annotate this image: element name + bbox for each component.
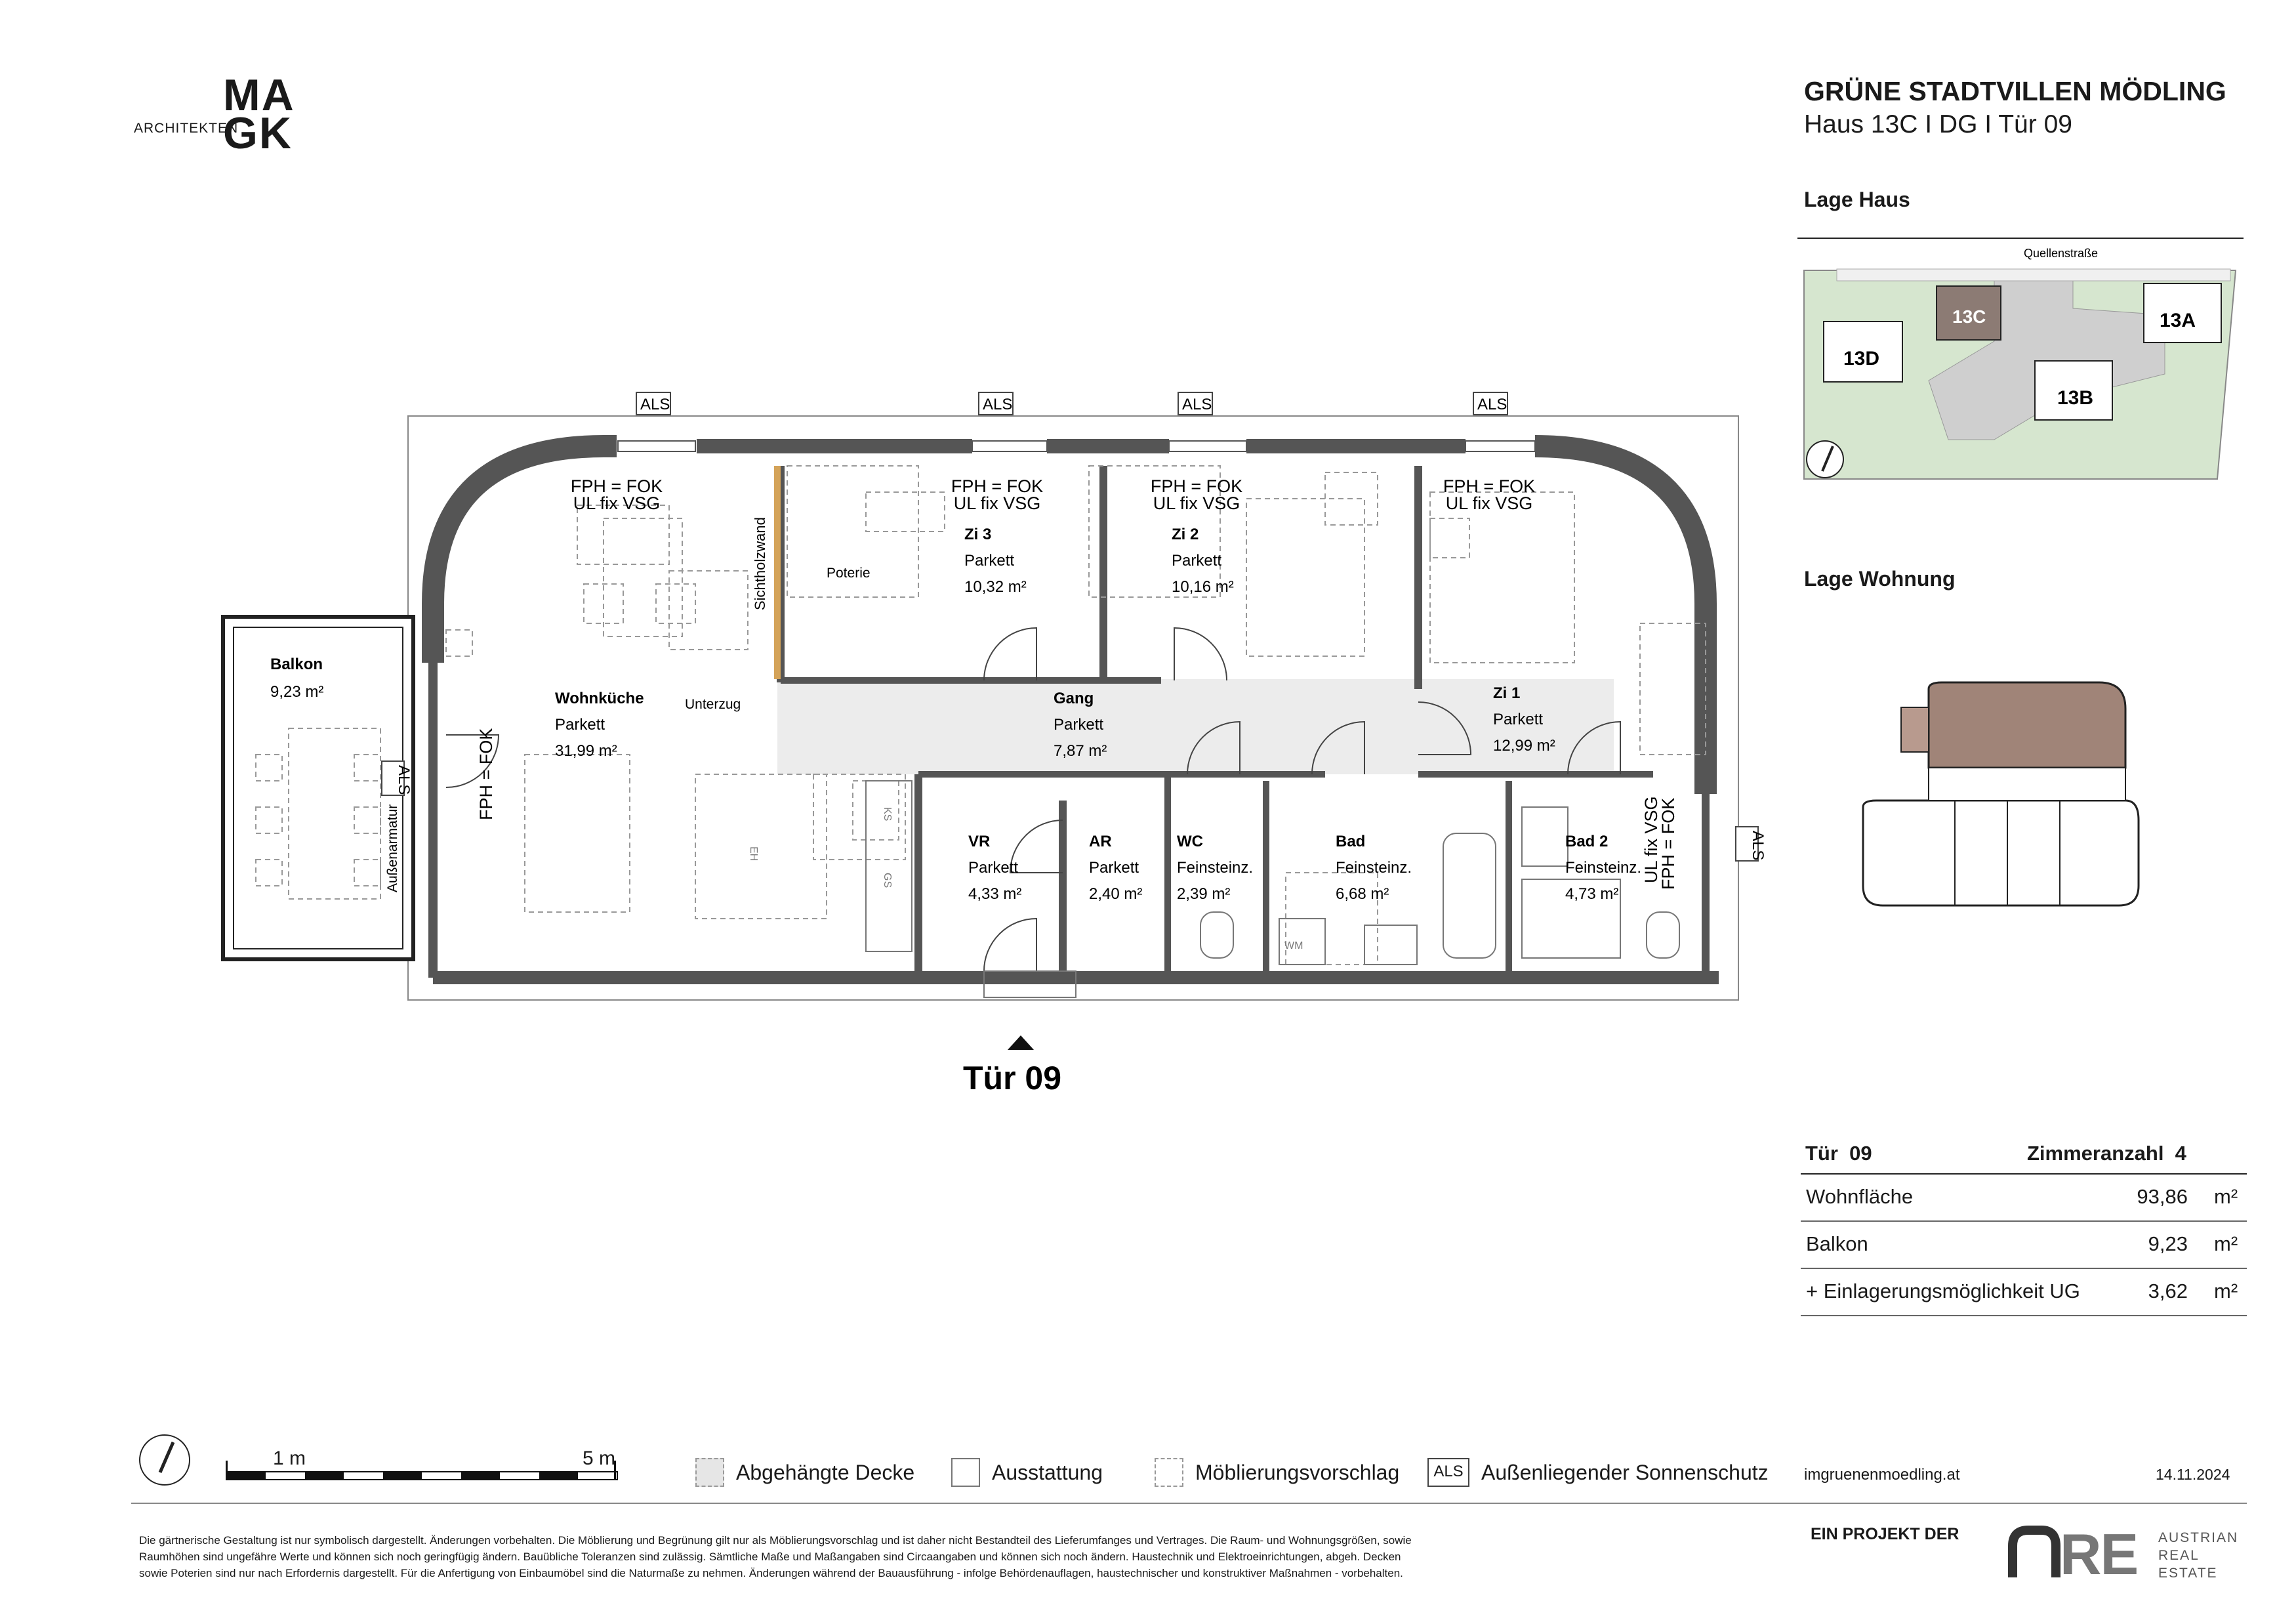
floor-plan (210, 387, 1765, 1109)
room-bad2-floor: Feinsteinz. (1565, 859, 1642, 877)
room-ar-area: 2,40 m² (1089, 885, 1143, 903)
summary-row-value: 9,23 (2148, 1232, 2188, 1255)
room-vr-area: 4,33 m² (968, 885, 1022, 903)
room-wohnkueche-area: 31,99 m² (555, 742, 617, 760)
room-bad-area: 6,68 m² (1336, 885, 1389, 903)
room-ar-name: AR (1089, 833, 1112, 850)
building-core (1929, 768, 2125, 801)
are-name (2158, 1529, 2238, 1582)
room-bad-floor: Feinsteinz. (1336, 859, 1412, 877)
room-wohnkueche-name: Wohnküche (555, 690, 644, 707)
summary-row (1801, 1222, 2247, 1269)
scale-bar-line (226, 1471, 618, 1480)
project-title: GRÜNE STADTVILLEN MÖDLING (1804, 76, 2226, 106)
door-zi2 (1174, 628, 1227, 680)
logo-ma: MA (223, 70, 295, 120)
disclaimer-line: Die gärtnerische Gestaltung ist nur symbolisch dargestellt. Änderungen vorbehalten. Die Möblierung und Begrünung gilt nur als Möblierungsvorschlag und ist daher nicht Bestandteil des Lieferumfanges und Vertrages. Die Raum- und Wohnungsgrößen, sowie (139, 1534, 1412, 1547)
house-13d-label: 13D (1843, 348, 1880, 369)
summary-row-value: 93,86 (2137, 1185, 2188, 1208)
bad2-toilet (1647, 912, 1679, 958)
als-markers (382, 392, 1767, 861)
room-wc-floor: Feinsteinz. (1177, 859, 1254, 877)
project-by-label: EIN PROJEKT DER (1811, 1525, 1959, 1543)
als-marker: ALS (983, 396, 1013, 413)
bad2-tub (1522, 807, 1568, 866)
site-compass (1807, 441, 1843, 478)
sichtholzwand-label: Sichtholzwand (752, 517, 768, 610)
site-divider (1797, 238, 2244, 239)
legend-label: Abgehängte Decke (736, 1460, 915, 1484)
eh-label: EH (748, 846, 759, 862)
site-road (1837, 269, 2230, 281)
scale-5m-label: 5 m (583, 1447, 616, 1469)
window-annotations (571, 476, 1535, 513)
room-zi3-name: Zi 3 (964, 526, 992, 543)
site-section-label: Lage Haus (1804, 188, 1910, 211)
room-bad2-name: Bad 2 (1565, 833, 1609, 850)
summary-row-value: 3,62 (2148, 1280, 2188, 1302)
room-zi2-floor: Parkett (1172, 552, 1222, 570)
scale-tick (226, 1461, 228, 1480)
summary-row-label: + Einlagerungsmöglichkeit UG (1806, 1280, 2080, 1302)
window-note-1: FPH = FOK (951, 476, 1044, 496)
legend-suspended-ceiling (695, 1458, 914, 1487)
legend-sunshade (1427, 1458, 1769, 1487)
house-13b-label: 13B (2057, 387, 2094, 409)
room-vr-floor: Parkett (968, 859, 1019, 877)
entrance-door-label: Tür 09 (963, 1060, 1062, 1096)
room-balkon-area: 9,23 m² (270, 683, 324, 701)
als-marker: ALS (640, 396, 670, 413)
room-gang-area: 7,87 m² (1054, 742, 1107, 760)
legend-label: Außenliegender Sonnenschutz (1481, 1460, 1769, 1484)
disclaimer-line: sowie Poterien sind nur nach Erfordernis dargestellt. Für die Anfertigung von Einbaumöbel sind die Naturmaße zu nehmen. Änderungen während der Bauausführung - infolge Behördenauflagen, haustechnischer und konstruktiver Maßnahmen - vorbehalten. (139, 1567, 1403, 1579)
room-zi2-name: Zi 2 (1172, 526, 1199, 543)
room-wohnkueche-floor: Parkett (555, 716, 605, 734)
room-wc-name: WC (1177, 833, 1203, 850)
summary-row-label: Balkon (1806, 1232, 1868, 1255)
summary-row-label: Wohnfläche (1806, 1185, 1914, 1208)
unterzug-label: Unterzug (685, 697, 741, 712)
are-name-line: ESTATE (2158, 1566, 2218, 1581)
wm-label: WM (1284, 940, 1303, 951)
plan-date: 14.11.2024 (2156, 1466, 2230, 1483)
disclaimer-line: Raumhöhen sind ungefähre Werte und können sich noch geringfügig ändern. Bauübliche Toleranzen sind zulässig. Sämtliche Maße und Maßangaben sind Circaangaben und können sich noch ändern. Haustechnik und Elektroeinrichtungen, abgeh. Decken (139, 1551, 1401, 1563)
summary-row (1801, 1269, 2247, 1316)
room-ar-floor: Parkett (1089, 859, 1139, 877)
room-zi1-name: Zi 1 (1493, 684, 1521, 702)
suspended-ceiling-area (777, 679, 1614, 774)
apartment-location-plan (1850, 676, 2145, 925)
summary-rooms-label: Zimmeranzahl 4 (2027, 1142, 2186, 1165)
house-13c-label: 13C (1952, 306, 1986, 327)
room-gang-floor: Parkett (1054, 716, 1104, 734)
are-name-line: REAL (2158, 1548, 2200, 1563)
room-bad2-area: 4,73 m² (1565, 885, 1619, 903)
als-marker: ALS (1749, 831, 1767, 861)
summary-row (1801, 1175, 2247, 1222)
street-label: Quellenstraße (2024, 247, 2099, 260)
are-logo-icon (2007, 1526, 2060, 1579)
door-entrance (984, 919, 1036, 971)
wc-toilet (1200, 912, 1233, 958)
architect-logo (131, 70, 328, 159)
bathtub (1443, 833, 1496, 958)
window-zi3 (972, 441, 1047, 451)
apartment-location-label: Lage Wohnung (1804, 567, 1956, 591)
window-wohnkueche (618, 441, 695, 451)
window-note-1: FPH = FOK (570, 476, 663, 496)
north-compass (135, 1430, 194, 1489)
room-zi1-floor: Parkett (1493, 711, 1544, 728)
summary-row-unit: m² (2214, 1185, 2238, 1208)
room-balkon-name: Balkon (270, 656, 323, 673)
logo-small-text: ARCHITEKTEN (134, 121, 239, 136)
als-marker: ALS (395, 765, 413, 795)
house-13a-label: 13A (2160, 310, 2196, 331)
room-vr-name: VR (968, 833, 991, 850)
legend-label: Möblierungsvorschlag (1195, 1460, 1400, 1484)
legend-fixtures-swatch (951, 1458, 980, 1487)
door-zi3 (984, 628, 1036, 680)
room-zi3-area: 10,32 m² (964, 578, 1027, 596)
entrance-arrow-icon (1008, 1035, 1034, 1050)
summary-row-unit: m² (2214, 1232, 2238, 1255)
room-zi3-floor: Parkett (964, 552, 1015, 570)
als-marker: ALS (1477, 396, 1507, 413)
website: imgruenenmoedling.at (1804, 1466, 1960, 1484)
fph-fok-zi1: FPH = FOK (1658, 797, 1678, 890)
site-plan (1797, 243, 2244, 486)
als-marker: ALS (1182, 396, 1212, 413)
apartment-balcony (1901, 707, 1929, 752)
disclaimer (139, 1532, 1753, 1581)
window-note-2: UL fix VSG (1445, 493, 1533, 513)
window-zi1 (1466, 441, 1535, 451)
apartment-highlight (1929, 682, 2125, 768)
scale-1m-label: 1 m (273, 1447, 306, 1469)
room-zi1-area: 12,99 m² (1493, 737, 1555, 755)
legend-fixtures (951, 1458, 1103, 1487)
summary-door-label: Tür 09 (1805, 1142, 1872, 1165)
window-note-2: UL fix VSG (573, 493, 661, 513)
window-note-1: FPH = FOK (1443, 476, 1536, 496)
fph-fok-balcony: FPH = FOK (476, 728, 496, 820)
legend-ceiling-swatch (695, 1458, 724, 1487)
gs-label: GS (882, 873, 893, 888)
aussenarmatur-label: Außenarmatur (385, 804, 400, 892)
footer-divider (131, 1503, 2247, 1504)
legend-label: Ausstattung (992, 1460, 1103, 1484)
room-gang-name: Gang (1054, 690, 1094, 707)
legend-furniture-swatch (1155, 1458, 1183, 1487)
window-note-2: UL fix VSG (1153, 493, 1240, 513)
window-note-2: UL fix VSG (953, 493, 1041, 513)
are-name-line: AUSTRIAN (2158, 1530, 2239, 1545)
window-note-1: FPH = FOK (1150, 476, 1243, 496)
unit-subtitle: Haus 13C I DG I Tür 09 (1804, 110, 2072, 138)
poterie-label: Poterie (827, 566, 871, 581)
room-bad-name: Bad (1336, 833, 1366, 850)
room-zi2-area: 10,16 m² (1172, 578, 1234, 596)
ul-fix-vsg-zi1: UL fix VSG (1641, 796, 1661, 883)
legend-als-box: ALS (1427, 1458, 1469, 1487)
bath-sink (1364, 925, 1417, 965)
ks-label: KS (882, 807, 893, 822)
are-logo-re: RE (2060, 1522, 2138, 1587)
legend-furniture (1155, 1458, 1399, 1487)
sichtholzwand (774, 466, 781, 679)
logo-gk: GK (223, 108, 293, 158)
building-outline (1863, 801, 2139, 906)
window-zi2 (1169, 441, 1246, 451)
summary-row-unit: m² (2214, 1280, 2238, 1302)
room-wc-area: 2,39 m² (1177, 885, 1231, 903)
